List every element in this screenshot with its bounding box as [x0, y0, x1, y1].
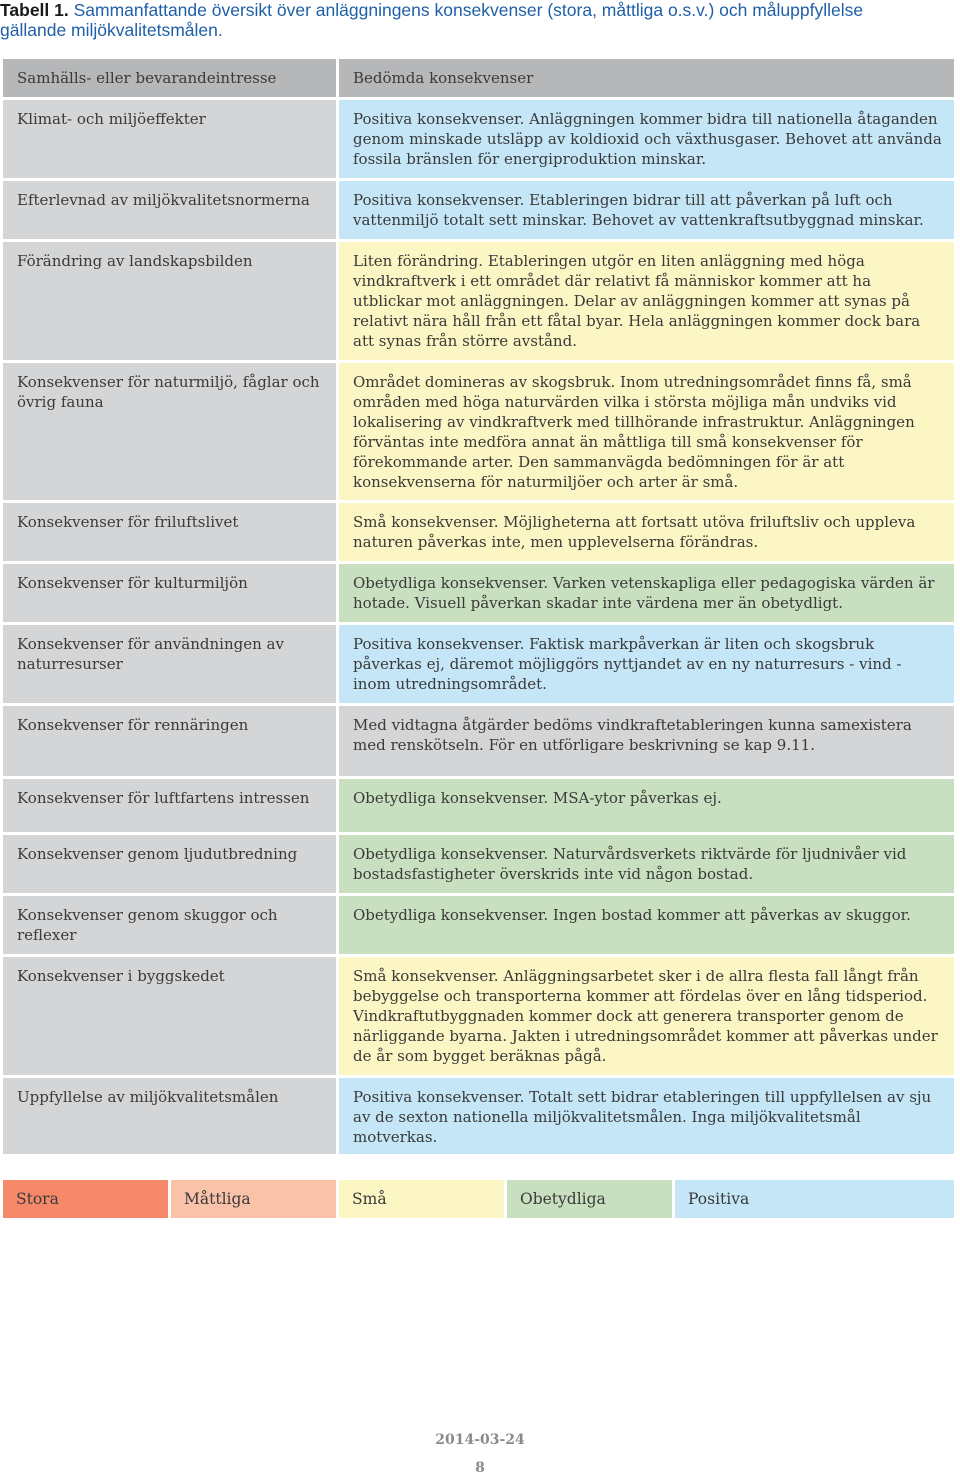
row-label: Konsekvenser i byggskedet	[3, 957, 336, 1075]
row-label: Förändring av landskapsbilden	[3, 242, 336, 360]
row-assessment: Obetydliga konsekvenser. Ingen bostad kommer att påverkas av skuggor.	[339, 896, 954, 954]
row-label: Konsekvenser för friluftslivet	[3, 503, 336, 561]
header-right: Bedömda konsekvenser	[339, 59, 954, 97]
consequence-table	[3, 59, 954, 1154]
legend-item-sma: Små	[339, 1180, 504, 1218]
row-assessment: Med vidtagna åtgärder bedöms vindkraftetableringen kunna samexistera med renskötseln. För en utförligare beskrivning se kap 9.11.	[339, 706, 954, 776]
caption-text: Sammanfattande översikt över anläggningens konsekvenser (stora, måttliga o.s.v.) och måluppfyllelse	[68, 0, 864, 20]
row-label: Konsekvenser för naturmiljö, fåglar och övrig fauna	[3, 363, 336, 500]
row-assessment: Liten förändring. Etableringen utgör en liten anläggning med höga vindkraftverk i ett området där relativt få människor kommer att ha utblickar mot anläggningen. Delar av anläggningen kommer att synas på relativt nära håll från ett fåtal byar. Hela anläggningen kommer dock bara att synas från större avstånd.	[339, 242, 954, 360]
row-assessment: Obetydliga konsekvenser. Naturvårdsverkets riktvärde för ljudnivåer vid bostadsfastigheter överskrids inte vid någon bostad.	[339, 835, 954, 893]
row-label: Klimat- och miljöeffekter	[3, 100, 336, 178]
caption-line-1	[0, 0, 960, 20]
severity-legend	[3, 1180, 954, 1218]
legend-item-obetydliga: Obetydliga	[507, 1180, 672, 1218]
row-label: Konsekvenser för rennäringen	[3, 706, 336, 776]
footer-date: 2014-03-24	[435, 1432, 525, 1448]
legend-item-mattliga: Måttliga	[171, 1180, 336, 1218]
row-assessment: Positiva konsekvenser. Anläggningen kommer bidra till nationella åtaganden genom minskade utsläpp av koldioxid och växthusgaser. Behovet att använda fossila bränslen för energiproduktion minskar.	[339, 100, 954, 178]
row-label: Konsekvenser för luftfartens intressen	[3, 779, 336, 832]
row-assessment: Små konsekvenser. Anläggningsarbetet sker i de allra flesta fall långt från bebyggelse och transporterna kommer att fördelas över en lång tidsperiod. Vindkraftutbyggnaden kommer dock att generera transporter genom de närliggande byarna. Jakten i utredningsområdet kommer att påverkas under de år som bygget beräknas pågå.	[339, 957, 954, 1075]
row-assessment: Positiva konsekvenser. Faktisk markpåverkan är liten och skogsbruk påverkas ej, däremot möjliggörs nyttjandet av en ny naturresurs - vind - inom utredningsområdet.	[339, 625, 954, 703]
page-number: 8	[475, 1460, 485, 1476]
caption-label: Tabell 1.	[0, 0, 69, 20]
row-label: Konsekvenser genom skuggor och reflexer	[3, 896, 336, 954]
header-left: Samhälls- eller bevarandeintresse	[3, 59, 336, 97]
caption-line-2: gällande miljökvalitetsmålen.	[0, 20, 223, 40]
row-label: Konsekvenser för kulturmiljön	[3, 564, 336, 622]
row-assessment: Området domineras av skogsbruk. Inom utredningsområdet finns få, små områden med höga naturvärden vilka i största möjliga mån undviks vid lokalisering av vindkraftverk med tillhörande infrastruktur. Anläggningen förväntas inte medföra annat än måttliga till små konsekvenser för förekommande arter. Den sammanvägda bedömningen för är att konsekvenserna för naturmiljöer och arter är små.	[339, 363, 954, 500]
row-label: Efterlevnad av miljökvalitetsnormerna	[3, 181, 336, 239]
row-label: Konsekvenser för användningen av naturresurser	[3, 625, 336, 703]
row-assessment: Positiva konsekvenser. Totalt sett bidrar etableringen till uppfyllelsen av sju av de sexton nationella miljökvalitetsmålen. Inga miljökvalitetsmål motverkas.	[339, 1078, 954, 1154]
legend-item-stora: Stora	[3, 1180, 168, 1218]
legend-item-positiva: Positiva	[675, 1180, 954, 1218]
table-caption	[0, 0, 960, 40]
row-assessment: Små konsekvenser. Möjligheterna att fortsatt utöva friluftsliv och uppleva naturen påverkas inte, men upplevelserna förändras.	[339, 503, 954, 561]
row-label: Uppfyllelse av miljökvalitetsmålen	[3, 1078, 336, 1154]
row-assessment: Obetydliga konsekvenser. Varken vetenskapliga eller pedagogiska värden är hotade. Visuell påverkan skadar inte värdena mer än obetydligt.	[339, 564, 954, 622]
row-assessment: Positiva konsekvenser. Etableringen bidrar till att påverkan på luft och vattenmiljö totalt sett minskar. Behovet av vattenkraftsutbyggnad minskar.	[339, 181, 954, 239]
row-assessment: Obetydliga konsekvenser. MSA-ytor påverkas ej.	[339, 779, 954, 832]
row-label: Konsekvenser genom ljudutbredning	[3, 835, 336, 893]
